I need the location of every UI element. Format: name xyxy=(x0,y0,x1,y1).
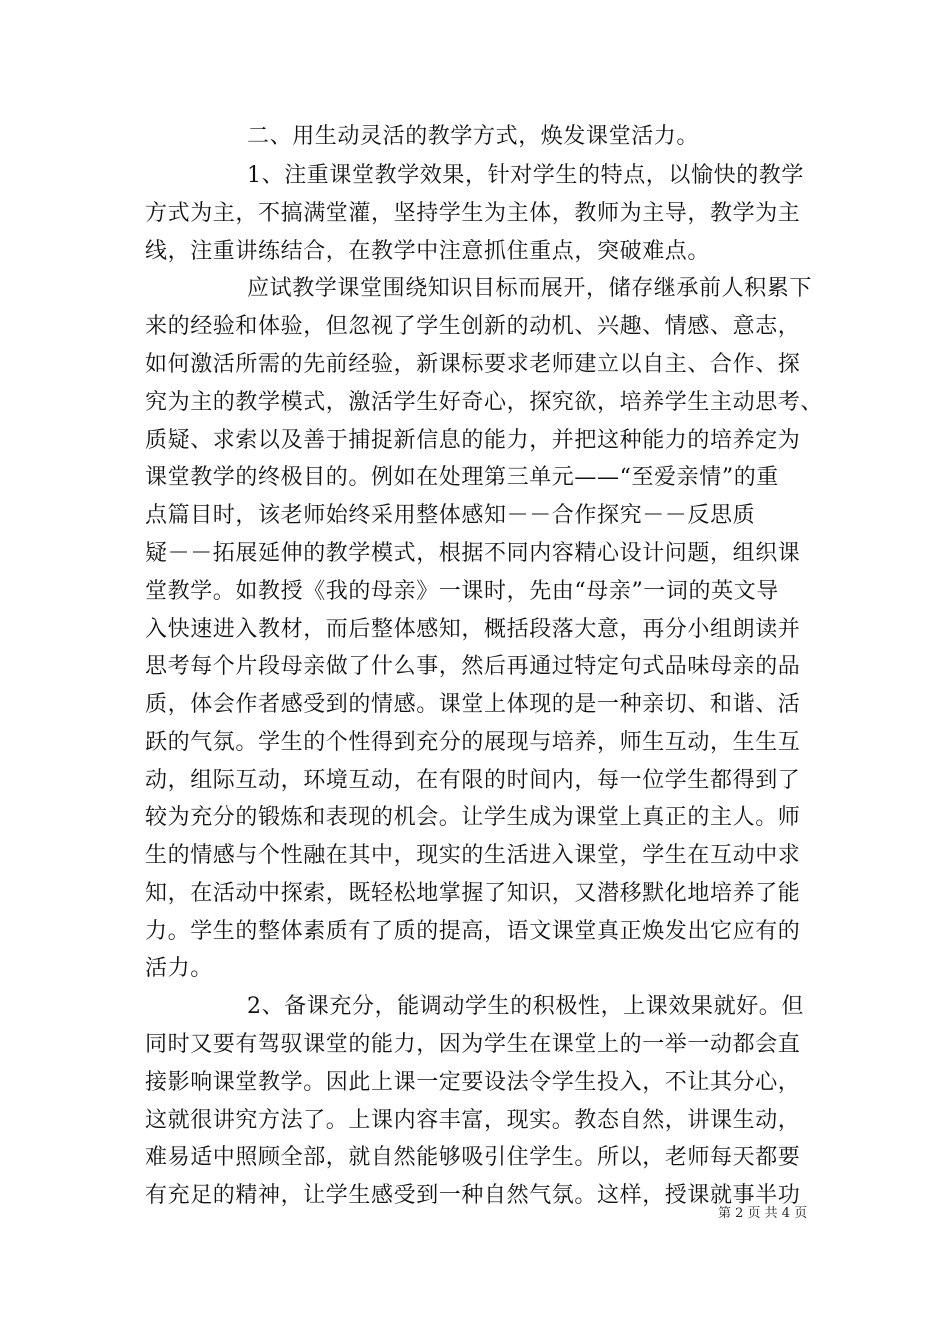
text-line: 点篇目时，该老师始终采用整体感知－－合作探究－－反思质 xyxy=(145,503,756,528)
text-line: 如何激活所需的先前经验，新课标要求老师建立以自主、合作、探 xyxy=(145,352,801,377)
text-line: 疑－－拓展延伸的教学模式，根据不同内容精心设计问题，组织课 xyxy=(145,541,801,566)
text-line: 动，组际互动，环境互动，在有限的时间内，每一位学生都得到了 xyxy=(145,768,801,793)
text-line: 生的情感与个性融在其中，现实的生活进入课堂，学生在互动中求 xyxy=(145,843,801,868)
text-line: 这就很讲究方法了。上课内容丰富，现实。教态自然，讲课生动， xyxy=(145,1108,801,1133)
text-line: 方式为主，不搞满堂灌，坚持学生为主体，教师为主导，教学为主 xyxy=(145,201,801,226)
text-line: 力。学生的整体素质有了质的提高，语文课堂真正焕发出它应有的 xyxy=(145,919,801,944)
text-line: 2、备课充分，能调动学生的积极性，上课效果就好。但 xyxy=(247,994,804,1019)
text-line: 有充足的精神，让学生感受到一种自然气氛。这样，授课就事半功 xyxy=(145,1183,801,1208)
text-line: 跃的气氛。学生的个性得到充分的展现与培养，师生互动，生生互 xyxy=(145,730,801,755)
text-line: 1、注重课堂教学效果，针对学生的特点，以愉快的教学 xyxy=(247,163,804,188)
text-line: 课堂教学的终极目的。例如在处理第三单元——“至爱亲情”的重 xyxy=(145,465,779,490)
text-line: 知，在活动中探索，既轻松地掌握了知识，又潜移默化地培养了能 xyxy=(145,881,801,906)
text-line: 应试教学课堂围绕知识目标而展开，储存继承前人积累下 xyxy=(247,276,813,301)
text-line: 究为主的教学模式，激活学生好奇心，探究欲，培养学生主动思考、 xyxy=(145,390,824,415)
text-line: 线，注重讲练结合，在教学中注意抓住重点，突破难点。 xyxy=(145,239,711,264)
text-line: 质，体会作者感受到的情感。课堂上体现的是一种亲切、和谐、活 xyxy=(145,692,801,717)
text-line: 思考每个片段母亲做了什么事，然后再通过特定句式品味母亲的品 xyxy=(145,654,801,679)
text-line: 活力。 xyxy=(145,956,213,981)
text-line: 难易适中照顾全部，就自然能够吸引住学生。所以，老师每天都要 xyxy=(145,1145,801,1170)
page-number: 第 2 页 共 4 页 xyxy=(718,1206,808,1221)
section-heading: 二、用生动灵活的教学方式，焕发课堂活力。 xyxy=(247,124,700,149)
text-line: 接影响课堂教学。因此上课一定要设法令学生投入，不让其分心， xyxy=(145,1070,801,1095)
text-line: 较为充分的锻炼和表现的机会。让学生成为课堂上真正的主人。师 xyxy=(145,805,801,830)
text-line: 来的经验和体验，但忽视了学生创新的动机、兴趣、情感、意志， xyxy=(145,314,801,339)
text-line: 同时又要有驾驭课堂的能力，因为学生在课堂上的一举一动都会直 xyxy=(145,1032,801,1057)
text-line: 入快速进入教材，而后整体感知，概括段落大意，再分小组朗读并 xyxy=(145,617,801,642)
text-line: 质疑、求索以及善于捕捉新信息的能力，并把这种能力的培养定为 xyxy=(145,428,801,453)
text-line: 堂教学。如教授《我的母亲》一课时，先由“母亲”一词的英文导 xyxy=(145,579,779,604)
